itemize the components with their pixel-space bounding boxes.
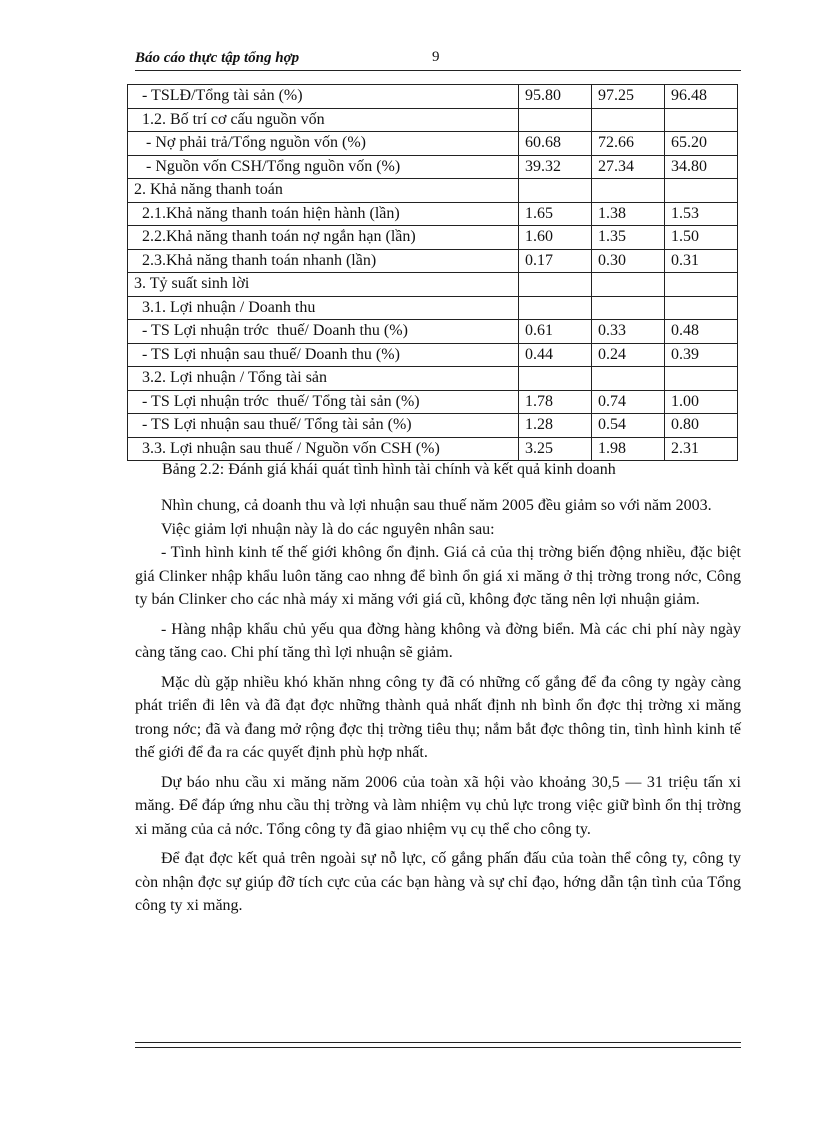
table-row bbox=[128, 85, 738, 109]
row-value: 34.80 bbox=[665, 155, 738, 179]
row-value: 1.50 bbox=[665, 226, 738, 250]
table-row bbox=[128, 296, 738, 320]
row-label: 3.2. Lợi nhuận / Tổng tài sản bbox=[128, 367, 519, 391]
row-value: 1.78 bbox=[519, 390, 592, 414]
table-row bbox=[128, 320, 738, 344]
row-value: 0.48 bbox=[665, 320, 738, 344]
paragraph: Việc giảm lợi nhuận này là do các nguyên nhân sau: bbox=[161, 520, 495, 538]
row-value bbox=[665, 273, 738, 297]
row-value: 1.65 bbox=[519, 202, 592, 226]
row-value: 0.31 bbox=[665, 249, 738, 273]
row-value: 1.35 bbox=[592, 226, 665, 250]
table-row bbox=[128, 367, 738, 391]
row-value bbox=[519, 108, 592, 132]
table-row bbox=[128, 414, 738, 438]
row-value: 3.25 bbox=[519, 437, 592, 461]
paragraph: - Tình hình kinh tế thế giới không ổn định. Giá cả của thị trờng biến động nhiều, đặc biệt giá Clinker nhập khẩu luôn tăng cao nhng để bình ổn giá xi măng ở thị trờng trong nớc, Công ty bán Clinker cho các nhà máy xi măng với giá cũ, không đợc tăng nên lợi nhuận giảm. bbox=[135, 544, 741, 608]
table-row bbox=[128, 202, 738, 226]
row-value: 0.39 bbox=[665, 343, 738, 367]
row-label: - TS Lợi nhuận trớc thuế/ Doanh thu (%) bbox=[128, 320, 519, 344]
row-value: 72.66 bbox=[592, 132, 665, 156]
table-row bbox=[128, 437, 738, 461]
row-value: 27.34 bbox=[592, 155, 665, 179]
row-label: 3. Tỷ suất sinh lời bbox=[128, 273, 519, 297]
row-label: 3.3. Lợi nhuận sau thuế / Nguồn vốn CSH (%) bbox=[128, 437, 519, 461]
row-label: - TS Lợi nhuận trớc thuế/ Tổng tài sản (%) bbox=[128, 390, 519, 414]
row-value: 0.33 bbox=[592, 320, 665, 344]
row-value: 0.74 bbox=[592, 390, 665, 414]
row-value: 0.61 bbox=[519, 320, 592, 344]
row-label: - TS Lợi nhuận sau thuế/ Tổng tài sản (%) bbox=[128, 414, 519, 438]
row-label: 2.2.Khả năng thanh toán nợ ngắn hạn (lần) bbox=[128, 226, 519, 250]
row-value: 1.38 bbox=[592, 202, 665, 226]
table-caption: Bảng 2.2: Đánh giá khái quát tình hình tài chính và kết quả kinh doanh bbox=[162, 461, 616, 478]
row-value: 95.80 bbox=[519, 85, 592, 109]
page-header bbox=[135, 44, 741, 71]
table-row bbox=[128, 343, 738, 367]
paragraph: Để đạt đợc kết quả trên ngoài sự nỗ lực, cố gắng phấn đấu của toàn thể công ty, công ty còn nhận đợc sự giúp đỡ tích cực của các bạn hàng và sự chỉ đạo, hớng dẫn tận tình của Tổng công ty xi măng. bbox=[135, 850, 741, 914]
row-value: 2.31 bbox=[665, 437, 738, 461]
row-value bbox=[592, 367, 665, 391]
row-value: 1.60 bbox=[519, 226, 592, 250]
row-value: 96.48 bbox=[665, 85, 738, 109]
row-value: 0.80 bbox=[665, 414, 738, 438]
row-value: 39.32 bbox=[519, 155, 592, 179]
row-value bbox=[665, 367, 738, 391]
footer-rule bbox=[135, 1042, 741, 1048]
row-label: - Nguồn vốn CSH/Tổng nguồn vốn (%) bbox=[128, 155, 519, 179]
table-row bbox=[128, 155, 738, 179]
row-value: 0.24 bbox=[592, 343, 665, 367]
table-row bbox=[128, 179, 738, 203]
row-value: 0.44 bbox=[519, 343, 592, 367]
row-value bbox=[592, 273, 665, 297]
row-value bbox=[519, 296, 592, 320]
table-row bbox=[128, 226, 738, 250]
paragraph: Mặc dù gặp nhiều khó khăn nhng công ty đã có những cố gắng để đa công ty ngày càng phát triển đi lên và đã đạt đợc những thành quả nhất định nh bình ổn đợc thị trờng xi măng trong nớc; đã và đang mở rộng đợc thị trờng tiêu thụ; nắm bắt đợc thông tin, tình hình kinh tế thế giới để đa ra các quyết định phù hợp nhất. bbox=[135, 673, 741, 761]
row-value: 0.30 bbox=[592, 249, 665, 273]
row-value bbox=[519, 367, 592, 391]
paragraph: - Hàng nhập khẩu chủ yếu qua đờng hàng không và đờng biển. Mà các chi phí này ngày càng tăng cao. Chi phí tăng thì lợi nhuận sẽ giảm. bbox=[135, 620, 741, 661]
row-value bbox=[592, 108, 665, 132]
row-value: 1.98 bbox=[592, 437, 665, 461]
row-value: 1.28 bbox=[519, 414, 592, 438]
row-label: 1.2. Bố trí cơ cấu nguồn vốn bbox=[128, 108, 519, 132]
page-number: 9 bbox=[432, 49, 440, 65]
body-text bbox=[135, 494, 741, 924]
row-value bbox=[592, 179, 665, 203]
table-row bbox=[128, 132, 738, 156]
row-label: 2.3.Khả năng thanh toán nhanh (lần) bbox=[128, 249, 519, 273]
row-value bbox=[519, 179, 592, 203]
table-row bbox=[128, 249, 738, 273]
row-value: 65.20 bbox=[665, 132, 738, 156]
row-value: 60.68 bbox=[519, 132, 592, 156]
row-label: 2.1.Khả năng thanh toán hiện hành (lần) bbox=[128, 202, 519, 226]
row-value bbox=[665, 108, 738, 132]
row-label: - TSLĐ/Tổng tài sản (%) bbox=[128, 85, 519, 109]
row-value: 1.00 bbox=[665, 390, 738, 414]
table-row bbox=[128, 108, 738, 132]
row-value bbox=[665, 179, 738, 203]
paragraph: Dự báo nhu cầu xi măng năm 2006 của toàn xã hội vào khoảng 30,5 — 31 triệu tấn xi măng. Để đáp ứng nhu cầu thị trờng và làm nhiệm vụ chủ lực trong việc giữ bình ổn thị trờng xi măng của cả nớc. Tổng công ty đã giao nhiệm vụ cụ thể cho công ty. bbox=[135, 773, 741, 838]
row-value: 0.17 bbox=[519, 249, 592, 273]
row-label: 2. Khả năng thanh toán bbox=[128, 179, 519, 203]
row-label: - TS Lợi nhuận sau thuế/ Doanh thu (%) bbox=[128, 343, 519, 367]
row-value: 0.54 bbox=[592, 414, 665, 438]
row-value: 97.25 bbox=[592, 85, 665, 109]
row-label: - Nợ phải trả/Tổng nguồn vốn (%) bbox=[128, 132, 519, 156]
table-row bbox=[128, 390, 738, 414]
financial-indicators-table bbox=[127, 84, 738, 461]
report-title: Báo cáo thực tập tổng hợp bbox=[135, 50, 300, 66]
row-value bbox=[665, 296, 738, 320]
row-value bbox=[519, 273, 592, 297]
row-label: 3.1. Lợi nhuận / Doanh thu bbox=[128, 296, 519, 320]
row-value bbox=[592, 296, 665, 320]
paragraph: Nhìn chung, cả doanh thu và lợi nhuận sau thuế năm 2005 đều giảm so với năm 2003. bbox=[161, 497, 712, 514]
row-value: 1.53 bbox=[665, 202, 738, 226]
table-row bbox=[128, 273, 738, 297]
